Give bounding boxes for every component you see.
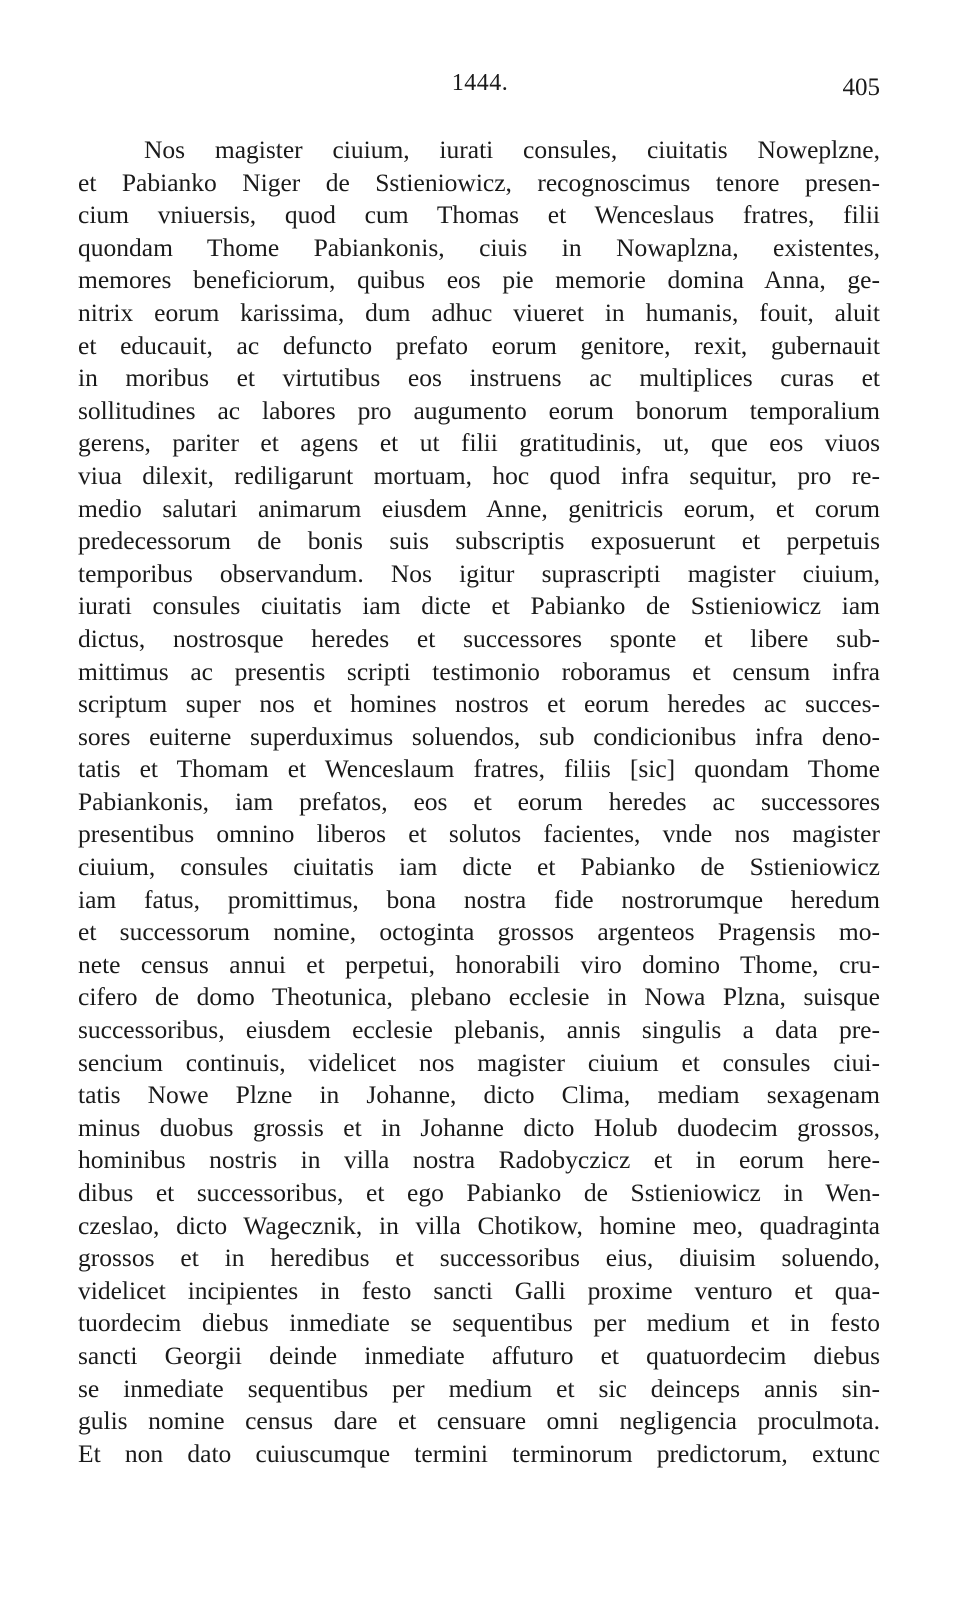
page-header — [80, 70, 880, 104]
text-line: presentibus omnino liberos et solutos facientes, vnde nos magister — [78, 819, 880, 849]
text-line: scriptum super nos et homines nostros et eorum heredes ac succes- — [78, 689, 880, 719]
text-line: grossos et in heredibus et successoribus eius, diuisim soluendo, — [78, 1243, 880, 1273]
text-line: cifero de domo Theotunica, plebano ecclesie in Nowa Plzna, suisque — [78, 982, 880, 1012]
text-line: successoribus, eiusdem ecclesie plebanis, annis singulis a data pre- — [78, 1015, 880, 1045]
text-line: viua dilexit, rediligarunt mortuam, hoc quod infra sequitur, pro re- — [78, 460, 880, 490]
text-line: Pabiankonis, iam prefatos, eos et eorum heredes ac successores — [78, 786, 880, 816]
text-line: iurati consules ciuitatis iam dicte et Pabianko de Sstieniowicz iam — [78, 591, 880, 621]
body-text — [78, 134, 880, 1470]
text-line: Et non dato cuiuscumque termini terminorum predictorum, extunc — [78, 1438, 880, 1468]
text-line: nitrix eorum karissima, dum adhuc viueret in humanis, fouit, aluit — [78, 297, 880, 327]
text-line: sencium continuis, videlicet nos magister ciuium et consules ciui- — [78, 1047, 880, 1077]
text-line: cium vniuersis, quod cum Thomas et Wenceslaus fratres, filii — [78, 200, 880, 230]
text-line: et successorum nomine, octoginta grossos argenteos Pragensis mo- — [78, 917, 880, 947]
text-line: ciuium, consules ciuitatis iam dicte et Pabianko de Sstieniowicz — [78, 852, 880, 882]
text-line: tatis et Thomam et Wenceslaum fratres, filiis [sic] quondam Thome — [78, 754, 880, 784]
text-line: videlicet incipientes in festo sancti Galli proxime venturo et qua- — [78, 1275, 880, 1305]
text-line: medio salutari animarum eiusdem Anne, genitricis eorum, et corum — [78, 493, 880, 523]
text-line: iam fatus, promittimus, bona nostra fide nostrorumque heredum — [78, 884, 880, 914]
text-line: memores beneficiorum, quibus eos pie memorie domina Anna, ge- — [78, 265, 880, 295]
text-line: in moribus et virtutibus eos instruens ac multiplices curas et — [78, 363, 880, 393]
text-line: dibus et successoribus, et ego Pabianko de Sstieniowicz in Wen- — [78, 1178, 880, 1207]
running-head-year: 1444. — [451, 70, 509, 96]
text-line: nete census annui et perpetui, honorabili viro domino Thome, cru- — [78, 949, 880, 979]
text-line: gerens, pariter et agens et ut filii gratitudinis, ut, que eos viuos — [78, 428, 880, 458]
text-line: tuordecim diebus inmediate se sequentibus per medium et in festo — [78, 1308, 880, 1338]
text-line: sollitudines ac labores pro augumento eorum bonorum temporalium — [78, 395, 880, 425]
text-line: czeslao, dicto Wagecznik, in villa Chotikow, homine meo, quadraginta — [78, 1210, 880, 1240]
text-line: sancti Georgii deinde inmediate affuturo et quatuordecim diebus — [78, 1340, 880, 1370]
text-line: se inmediate sequentibus per medium et sic deinceps annis sin- — [78, 1373, 880, 1403]
text-line: predecessorum de bonis suis subscriptis exposuerunt et perpetuis — [78, 526, 880, 556]
text-line: hominibus nostris in villa nostra Radobyczicz et in eorum here- — [78, 1145, 880, 1175]
text-line: et Pabianko Niger de Sstieniowicz, recognoscimus tenore presen- — [78, 167, 880, 197]
text-line: quondam Thome Pabiankonis, ciuis in Nowaplzna, existentes, — [78, 232, 880, 262]
text-line: et educauit, ac defuncto prefato eorum genitore, rexit, gubernauit — [78, 330, 880, 360]
text-line: sores euiterne superduximus soluendos, sub condicionibus infra deno- — [78, 721, 880, 751]
text-line: temporibus observandum. Nos igitur suprascripti magister ciuium, — [78, 558, 880, 588]
text-line: dictus, nostrosque heredes et successores sponte et libere sub- — [78, 623, 880, 653]
text-line: tatis Nowe Plzne in Johanne, dicto Clima, mediam sexagenam — [78, 1080, 880, 1110]
text-line: gulis nomine census dare et censuare omni negligencia proculmota. — [78, 1406, 880, 1436]
page-number: 405 — [842, 74, 880, 101]
text-line: Nos magister ciuium, iurati consules, ciuitatis Noweplzne, — [144, 135, 880, 164]
text-line: minus duobus grossis et in Johanne dicto Holub duodecim grossos, — [78, 1112, 880, 1142]
text-line: mittimus ac presentis scripti testimonio roboramus et censum infra — [78, 656, 880, 686]
